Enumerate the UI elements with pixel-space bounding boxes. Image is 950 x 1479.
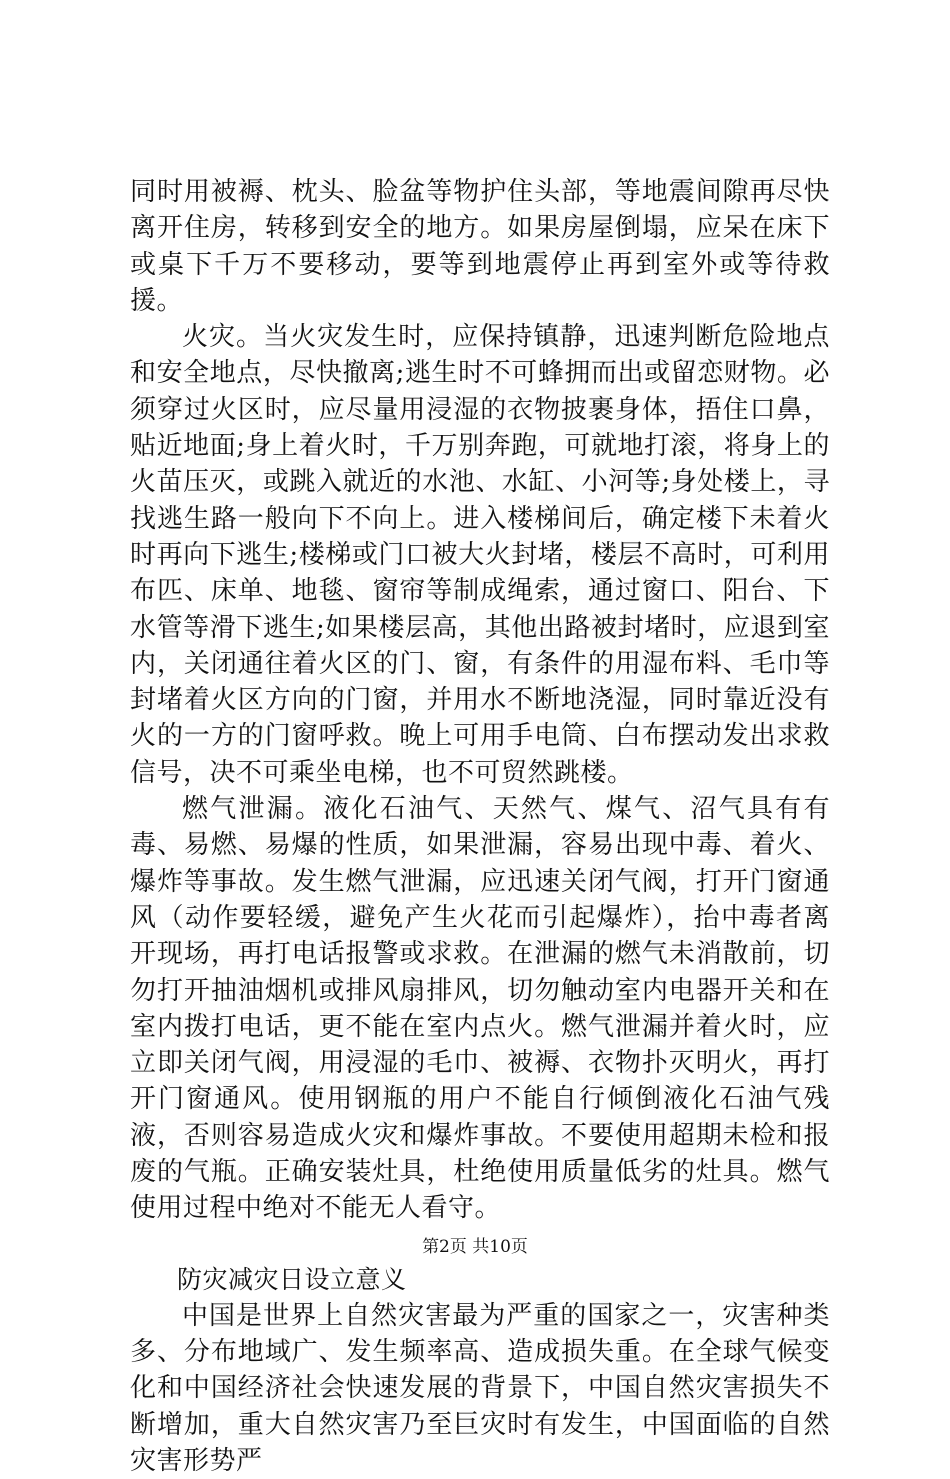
- paragraph-significance: 中国是世界上自然灾害最为严重的国家之一，灾害种类多、分布地域广、发生频率高、造成损失重。在全球气候变化和中国经济社会快速发展的背景下，中国自然灾害损失不断增加，重大自然灾害乃至巨灾时有发生，中国面临的自然灾害形势严: [130, 1300, 830, 1476]
- paragraph-earthquake-continued: 同时用被褥、枕头、脸盆等物护住头部，等地震间隙再尽快离开住房，转移到安全的地方。如果房屋倒塌，应呆在床下或桌下千万不要移动，要等到地震停止再到室外或等待救援。: [130, 177, 830, 316]
- document-body: [130, 174, 830, 1479]
- section-heading: 防灾减灾日设立意义: [177, 1264, 407, 1294]
- page-footer: 第2页 共10页: [422, 1237, 528, 1257]
- paragraph-gas-leak: 燃气泄漏。液化石油气、天然气、煤气、沼气具有有毒、易燃、易爆的性质，如果泄漏，容易出现中毒、着火、爆炸等事故。发生燃气泄漏，应迅速关闭气阀，打开门窗通风（动作要轻缓，避免产生火花而引起爆炸），抬中毒者离开现场，再打电话报警或求救。在泄漏的燃气未消散前，切勿打开抽油烟机或排风扇排风，切勿触动室内电器开关和在室内拨打电话，更不能在室内点火。燃气泄漏并着火时，应立即关闭气阀，用浸湿的毛巾、被褥、衣物扑灭明火，再打开门窗通风。使用钢瓶的用户不能自行倾倒液化石油气残液，否则容易造成火灾和爆炸事故。不要使用超期未检和报废的气瓶。正确安装灶具，杜绝使用质量低劣的灶具。燃气使用过程中绝对不能无人看守。: [130, 794, 830, 1224]
- paragraph-fire: 火灾。当火灾发生时，应保持镇静，迅速判断危险地点和安全地点，尽快撤离;逃生时不可蜂拥而出或留恋财物。必须穿过火区时，应尽量用浸湿的衣物披裹身体，捂住口鼻，贴近地面;身上着火时，千万别奔跑，可就地打滚，将身上的火苗压灭，或跳入就近的水池、水缸、小河等;身处楼上，寻找逃生路一般向下不向上。进入楼梯间后，确定楼下未着火时再向下逃生;楼梯或门口被大火封堵，楼层不高时，可利用布匹、床单、地毯、窗帘等制成绳索，通过窗口、阳台、下水管等滑下逃生;如果楼层高，其他出路被封堵时，应退到室内，关闭通往着火区的门、窗，有条件的用湿布料、毛巾等封堵着火区方向的门窗，并用水不断地浇湿，同时靠近没有火的一方的门窗呼救。晚上可用手电筒、白布摆动发出求救信号，决不可乘坐电梯，也不可贸然跳楼。: [130, 322, 830, 788]
